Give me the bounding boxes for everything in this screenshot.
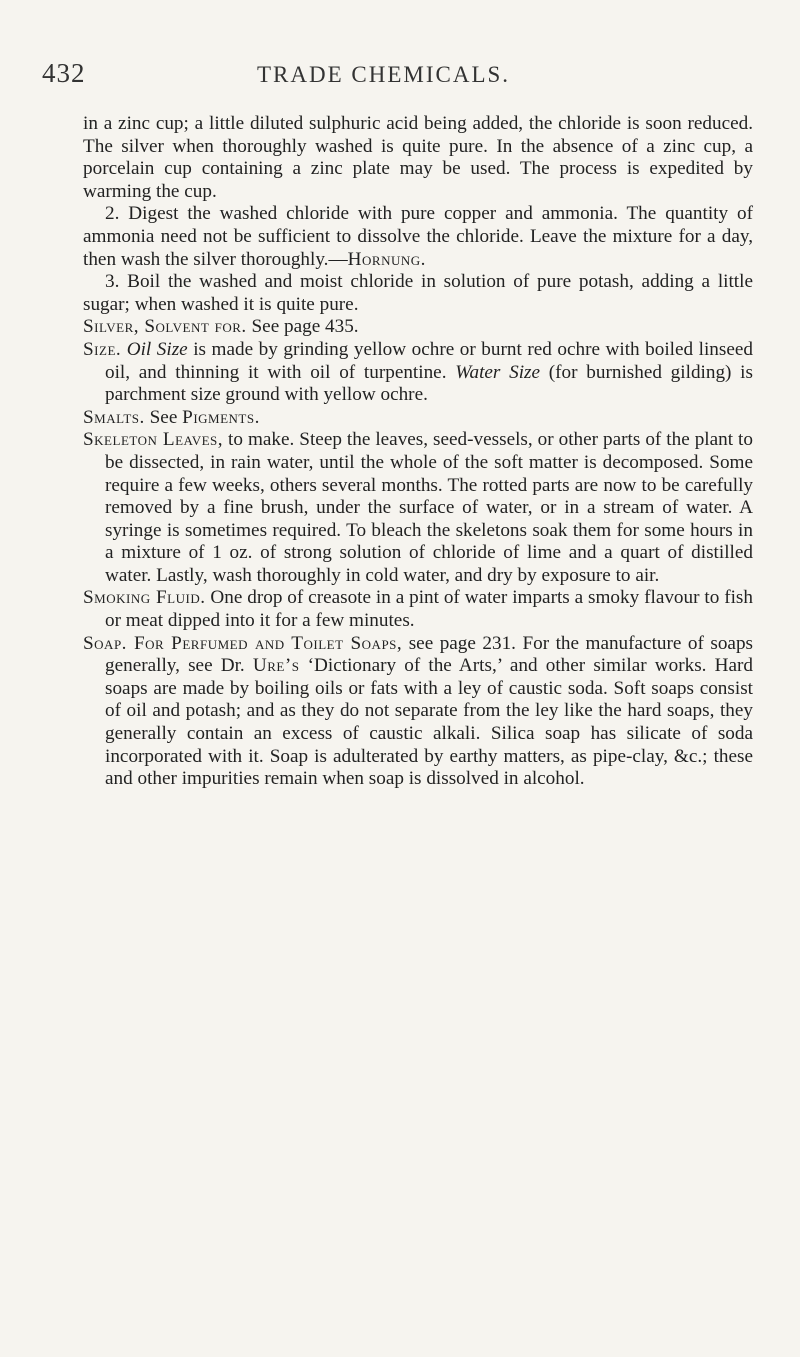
paragraph-method-2 bbox=[83, 203, 753, 271]
author-name: Ure’s bbox=[252, 655, 300, 677]
entry-soap bbox=[83, 633, 753, 791]
entry-text: One drop of creasote in a pint of water imparts a smoky flavour to fish or meat dipped into it for a few minutes. bbox=[105, 587, 753, 632]
page-header bbox=[0, 58, 800, 98]
entry-heading: Soap. For Perfumed and Toilet Soaps, bbox=[83, 632, 403, 654]
entry-heading: Skeleton Leaves, bbox=[83, 429, 224, 451]
entry-text: See bbox=[144, 406, 183, 428]
author-name: Hornung. bbox=[347, 248, 426, 270]
paragraph-method-3 bbox=[83, 271, 753, 316]
running-title: TRADE CHEMICALS. bbox=[257, 62, 511, 87]
entry-text: ‘Dictionary of the Arts,’ and other similar works. Hard soaps are made by boiling oils or fats with a ley of caustic soda. Soft soaps consist of oil and potash; and as they do not separate from the ley like the hard soaps, they generally contain an excess of caustic alkali. Silica soap has silicate of soda incorporated with it. Soap is adulterated by earthy matters, as pipe-clay, &c.; these and other impurities remain when soap is dissolved in alcohol. bbox=[105, 655, 753, 790]
entry-smoking-fluid bbox=[83, 587, 753, 632]
paragraph-continuation bbox=[83, 113, 753, 203]
subentry-water-size: Water Size bbox=[455, 361, 541, 383]
paragraph-text: 3. Boil the washed and moist chloride in solution of pure potash, adding a little sugar; when washed it is quite pure. bbox=[83, 271, 753, 315]
entry-heading: Smoking Fluid. bbox=[83, 587, 206, 609]
paragraph-text: in a zinc cup; a little diluted sulphuric acid being added, the chloride is soon reduced. The silver when thoroughly washed is quite pure. In the absence of a zinc cup, a porcelain cup containing a zinc plate may be used. The process is expedited by warming the cup. bbox=[83, 113, 753, 202]
cross-reference: Pigments. bbox=[182, 406, 260, 428]
entry-size bbox=[83, 339, 753, 407]
entry-text: See page 435. bbox=[246, 316, 359, 338]
page-body bbox=[83, 113, 753, 791]
subentry-oil-size: Oil Size bbox=[126, 338, 188, 360]
entry-skeleton-leaves bbox=[83, 429, 753, 587]
entry-text: see page 231. For the manufacture of soaps generally, see Dr. bbox=[105, 632, 753, 677]
entry-heading: Silver, Solvent for. bbox=[83, 316, 247, 338]
entry-silver-solvent bbox=[83, 316, 753, 339]
paragraph-text: 2. Digest the washed chloride with pure copper and ammonia. The quantity of ammonia need not be sufficient to dissolve the chloride. Leave the mixture for a day, then wash the silver thoroughly.— bbox=[83, 203, 753, 270]
entry-heading: Smalts. bbox=[83, 406, 145, 428]
entry-text: is made by grinding yellow ochre or burnt red ochre with boiled linseed oil, and thinning it with oil of turpentine. bbox=[105, 338, 753, 383]
entry-smalts bbox=[83, 407, 753, 430]
entry-text: to make. Steep the leaves, seed-vessels, or other parts of the plant to be dissected, in rain water, until the whole of the soft matter is decomposed. Some require a few weeks, others several months. The rotted parts are now to be carefully removed by a fine brush, under the surface of water, or in a stream of water. A syringe is sometimes required. To bleach the skeletons soak them for some hours in a mixture of 1 oz. of strong solution of chloride of lime and a quart of distilled water. Lastly, wash thoroughly in cold water, and dry by exposure to air. bbox=[105, 429, 753, 586]
page-number: 432 bbox=[42, 58, 86, 88]
entry-heading: Size. bbox=[83, 338, 122, 360]
entry-text: (for burnished gilding) is parchment size ground with yellow ochre. bbox=[105, 361, 753, 406]
